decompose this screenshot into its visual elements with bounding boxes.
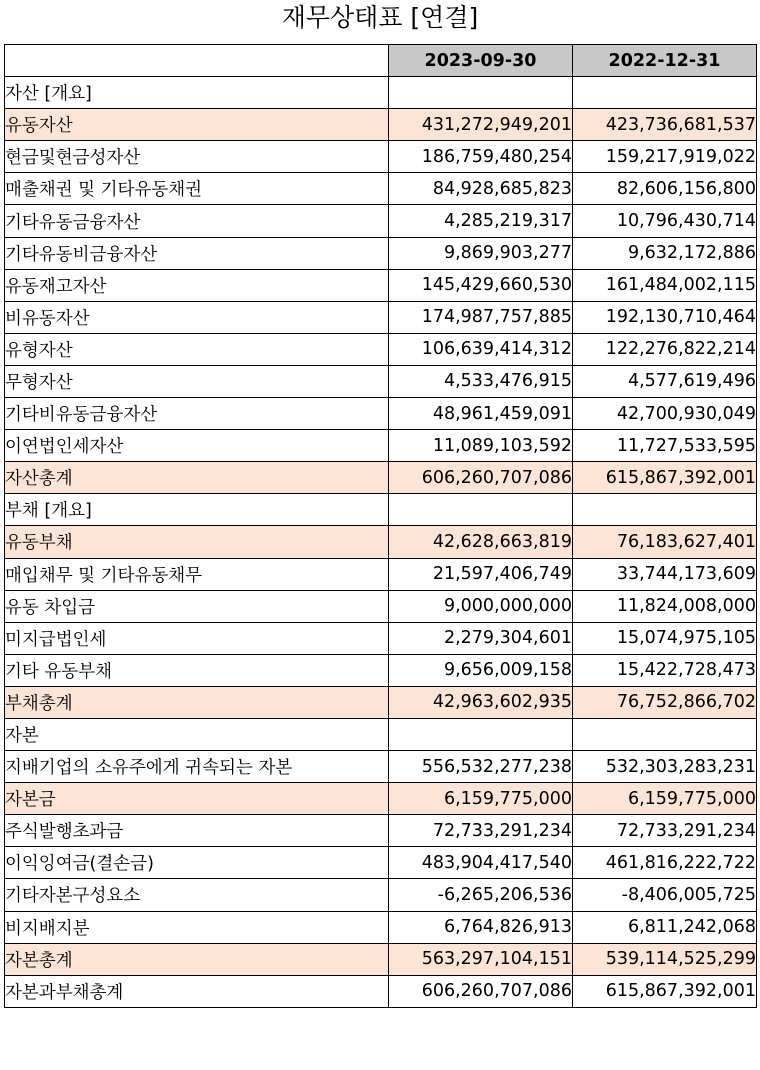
value-2022: 461,816,222,722 bbox=[573, 847, 757, 879]
value-2023: 483,904,417,540 bbox=[389, 847, 573, 879]
row-label: 기타유동금융자산 bbox=[5, 205, 389, 237]
value-2023: 11,089,103,592 bbox=[389, 430, 573, 462]
table-row bbox=[5, 237, 757, 269]
value-2022: 15,074,975,105 bbox=[573, 622, 757, 654]
table-row bbox=[5, 173, 757, 205]
value-2023: 72,733,291,234 bbox=[389, 815, 573, 847]
value-2022: 15,422,728,473 bbox=[573, 654, 757, 686]
value-2022 bbox=[573, 77, 757, 109]
column-header-2023: 2023-09-30 bbox=[389, 45, 573, 77]
balance-sheet-table bbox=[4, 44, 757, 1008]
row-label: 자본총계 bbox=[5, 943, 389, 975]
value-2023: 42,628,663,819 bbox=[389, 526, 573, 558]
value-2022: 10,796,430,714 bbox=[573, 205, 757, 237]
row-label: 자본금 bbox=[5, 783, 389, 815]
table-row bbox=[5, 622, 757, 654]
row-label: 자본 bbox=[5, 718, 389, 750]
table-row bbox=[5, 430, 757, 462]
table-row bbox=[5, 141, 757, 173]
value-2022: 4,577,619,496 bbox=[573, 365, 757, 397]
value-2022: 42,700,930,049 bbox=[573, 398, 757, 430]
table-row bbox=[5, 879, 757, 911]
table-row bbox=[5, 558, 757, 590]
value-2022: 6,159,775,000 bbox=[573, 783, 757, 815]
row-label: 비지배지분 bbox=[5, 911, 389, 943]
row-label: 이익잉여금(결손금) bbox=[5, 847, 389, 879]
value-2023 bbox=[389, 77, 573, 109]
value-2023: -6,265,206,536 bbox=[389, 879, 573, 911]
row-label: 자산 [개요] bbox=[5, 77, 389, 109]
value-2022: 615,867,392,001 bbox=[573, 462, 757, 494]
table-row bbox=[5, 751, 757, 783]
value-2022: 72,733,291,234 bbox=[573, 815, 757, 847]
value-2022: 9,632,172,886 bbox=[573, 237, 757, 269]
row-label: 현금및현금성자산 bbox=[5, 141, 389, 173]
row-label: 무형자산 bbox=[5, 365, 389, 397]
table-row bbox=[5, 654, 757, 686]
table-row bbox=[5, 590, 757, 622]
table-row bbox=[5, 783, 757, 815]
value-2023: 2,279,304,601 bbox=[389, 622, 573, 654]
value-2022: 6,811,242,068 bbox=[573, 911, 757, 943]
row-label: 미지급법인세 bbox=[5, 622, 389, 654]
value-2022 bbox=[573, 718, 757, 750]
value-2022: 33,744,173,609 bbox=[573, 558, 757, 590]
row-label: 자산총계 bbox=[5, 462, 389, 494]
row-label: 부채 [개요] bbox=[5, 494, 389, 526]
row-label: 주식발행초과금 bbox=[5, 815, 389, 847]
column-header-2022: 2022-12-31 bbox=[573, 45, 757, 77]
value-2023: 431,272,949,201 bbox=[389, 109, 573, 141]
row-label: 유동재고자산 bbox=[5, 269, 389, 301]
value-2023: 6,159,775,000 bbox=[389, 783, 573, 815]
value-2023: 42,963,602,935 bbox=[389, 686, 573, 718]
header-row bbox=[5, 45, 757, 77]
value-2022: 423,736,681,537 bbox=[573, 109, 757, 141]
table-row bbox=[5, 943, 757, 975]
row-label: 유형자산 bbox=[5, 333, 389, 365]
row-label: 기타자본구성요소 bbox=[5, 879, 389, 911]
row-label: 유동 차입금 bbox=[5, 590, 389, 622]
row-label: 기타비유동금융자산 bbox=[5, 398, 389, 430]
table-row bbox=[5, 109, 757, 141]
value-2023: 106,639,414,312 bbox=[389, 333, 573, 365]
value-2022: 532,303,283,231 bbox=[573, 751, 757, 783]
row-label: 매입채무 및 기타유동채무 bbox=[5, 558, 389, 590]
value-2023: 174,987,757,885 bbox=[389, 301, 573, 333]
table-row bbox=[5, 301, 757, 333]
value-2022: 82,606,156,800 bbox=[573, 173, 757, 205]
table-row bbox=[5, 77, 757, 109]
table-row bbox=[5, 269, 757, 301]
value-2022: 615,867,392,001 bbox=[573, 975, 757, 1007]
value-2022: 192,130,710,464 bbox=[573, 301, 757, 333]
value-2022: 159,217,919,022 bbox=[573, 141, 757, 173]
value-2022: -8,406,005,725 bbox=[573, 879, 757, 911]
table-row bbox=[5, 462, 757, 494]
row-label: 매출채권 및 기타유동채권 bbox=[5, 173, 389, 205]
row-label: 이연법인세자산 bbox=[5, 430, 389, 462]
table-row bbox=[5, 975, 757, 1007]
value-2022: 76,183,627,401 bbox=[573, 526, 757, 558]
value-2023: 21,597,406,749 bbox=[389, 558, 573, 590]
value-2023: 145,429,660,530 bbox=[389, 269, 573, 301]
value-2022: 11,824,008,000 bbox=[573, 590, 757, 622]
value-2023: 4,285,219,317 bbox=[389, 205, 573, 237]
value-2023: 556,532,277,238 bbox=[389, 751, 573, 783]
statement-title: 재무상태표 [연결] bbox=[281, 3, 479, 32]
value-2022: 161,484,002,115 bbox=[573, 269, 757, 301]
row-label: 자본과부채총계 bbox=[5, 975, 389, 1007]
value-2023: 9,869,903,277 bbox=[389, 237, 573, 269]
value-2023: 606,260,707,086 bbox=[389, 462, 573, 494]
value-2023: 48,961,459,091 bbox=[389, 398, 573, 430]
table-row bbox=[5, 847, 757, 879]
value-2023: 6,764,826,913 bbox=[389, 911, 573, 943]
value-2023: 186,759,480,254 bbox=[389, 141, 573, 173]
table-row bbox=[5, 718, 757, 750]
value-2023: 84,928,685,823 bbox=[389, 173, 573, 205]
table-row bbox=[5, 686, 757, 718]
table-row bbox=[5, 494, 757, 526]
row-label: 지배기업의 소유주에게 귀속되는 자본 bbox=[5, 751, 389, 783]
table-row bbox=[5, 911, 757, 943]
row-label: 부채총계 bbox=[5, 686, 389, 718]
value-2023: 9,656,009,158 bbox=[389, 654, 573, 686]
value-2023 bbox=[389, 494, 573, 526]
row-label: 기타 유동부채 bbox=[5, 654, 389, 686]
table-row bbox=[5, 815, 757, 847]
row-label: 유동자산 bbox=[5, 109, 389, 141]
table-row bbox=[5, 526, 757, 558]
value-2023: 563,297,104,151 bbox=[389, 943, 573, 975]
value-2023: 606,260,707,086 bbox=[389, 975, 573, 1007]
table-row bbox=[5, 398, 757, 430]
table-row bbox=[5, 205, 757, 237]
table-row bbox=[5, 333, 757, 365]
table-row bbox=[5, 365, 757, 397]
row-label: 유동부채 bbox=[5, 526, 389, 558]
row-label: 비유동자산 bbox=[5, 301, 389, 333]
value-2023: 4,533,476,915 bbox=[389, 365, 573, 397]
value-2022: 76,752,866,702 bbox=[573, 686, 757, 718]
value-2022: 11,727,533,595 bbox=[573, 430, 757, 462]
value-2023: 9,000,000,000 bbox=[389, 590, 573, 622]
header-blank-cell bbox=[5, 45, 389, 77]
value-2022: 539,114,525,299 bbox=[573, 943, 757, 975]
row-label: 기타유동비금융자산 bbox=[5, 237, 389, 269]
value-2022 bbox=[573, 494, 757, 526]
value-2023 bbox=[389, 718, 573, 750]
value-2022: 122,276,822,214 bbox=[573, 333, 757, 365]
